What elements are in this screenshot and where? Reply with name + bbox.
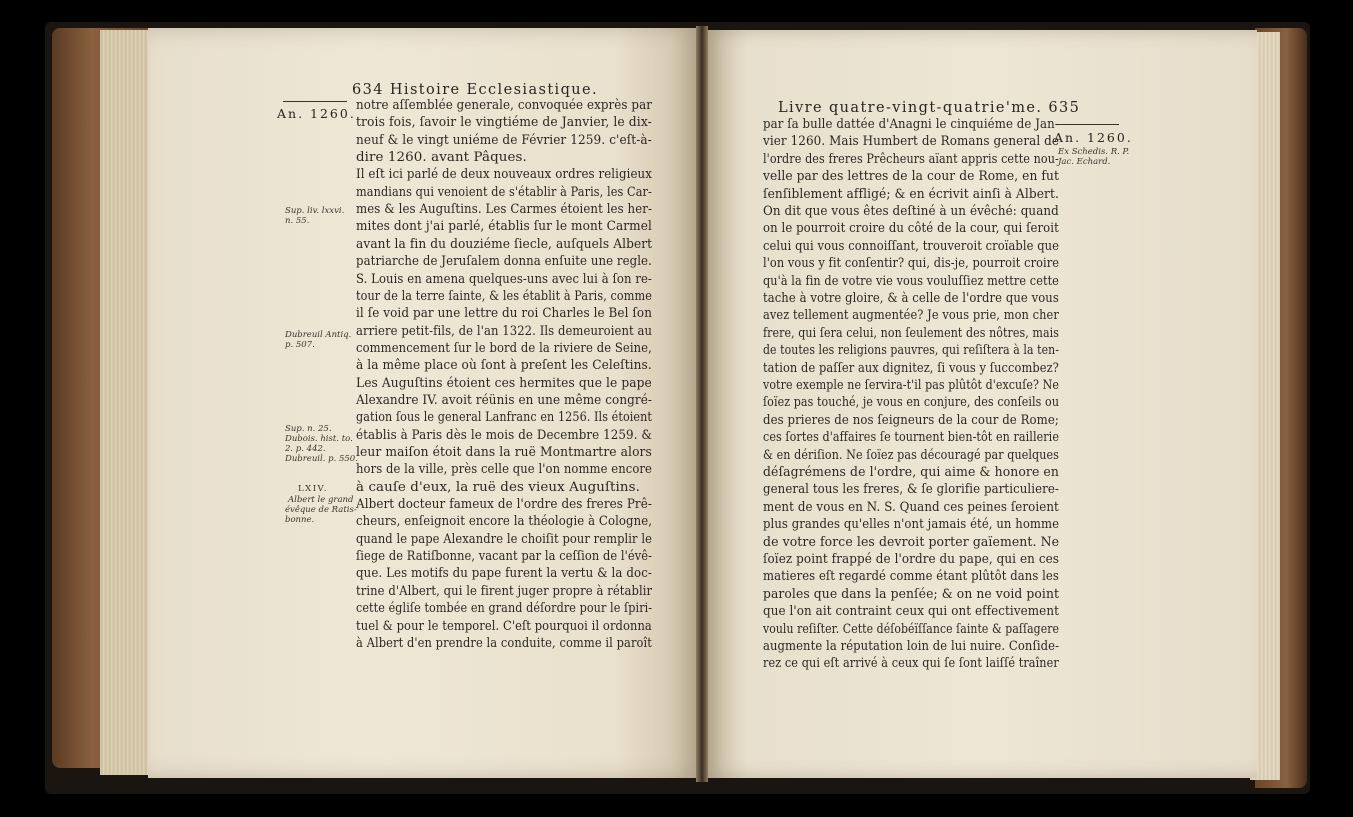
margin-note: Albert le grand <box>288 495 354 505</box>
left-margin-year: An. 1260. <box>277 106 356 121</box>
margin-note: p. 507. <box>285 340 315 350</box>
text-line: arriere petit-fils, de l'an 1322. Ils demeuroient au <box>356 323 653 339</box>
text-line: à la même place où ſont à preſent les Celeſtins. <box>356 358 652 374</box>
text-line: S. Louis en amena quelques-uns avec lui à ſon re- <box>356 271 652 287</box>
margin-note: 2. p. 442. <box>285 444 326 454</box>
text-line: dire 1260. avant Pâques. <box>356 150 527 166</box>
text-line: gation ſous le general Lanfranc en 1256. Ils étoient <box>356 410 652 426</box>
text-line: & en dériſion. Ne ſoïez pas découragé par quelques <box>763 447 1059 463</box>
text-line: on le pourroit croire du côté de la cour, qui ſeroit <box>763 221 1059 237</box>
margin-note: Dubois. hist. to. <box>285 434 353 444</box>
text-line: avez tellement augmentée? Je vous prie, mon cher <box>763 308 1059 324</box>
margin-note: Sup. n. 25. <box>285 424 332 434</box>
right-margin-year: An. 1260. <box>1054 130 1133 145</box>
text-line: trine d'Albert, qui le firent juger propre à rétablir <box>356 583 653 599</box>
text-line: établis à Paris dès le mois de Decembre 1259. & <box>356 427 653 443</box>
text-line: quand le pape Alexandre le choiſit pour remplir le <box>356 531 652 547</box>
text-line: leur maiſon étoit dans la ruë Montmartre alors <box>356 445 652 460</box>
text-line: qu'à la fin de votre vie vous vouluſſiez mettre cette <box>763 273 1059 289</box>
text-line: à cauſe d'eux, la ruë des vieux Auguſtins. <box>356 479 640 495</box>
text-line: celui qui vous connoiſſant, trouveroit croïable que <box>763 238 1059 254</box>
text-line: de toutes les religions pauvres, qui reſiſtera à la ten- <box>763 343 1059 359</box>
text-line: ſiege de Ratiſbonne, vacant par la ceſſion de l'évê- <box>356 549 653 565</box>
text-line: tuel & pour le temporel. C'eſt pourquoi il ordonna <box>356 618 652 634</box>
text-line: velle par des lettres de la cour de Rome, en fut <box>763 169 1060 185</box>
right-page-header: Livre quatre-vingt-quatrie'me. 635 <box>778 100 1081 116</box>
margin-note: Dubreuil Antiq. <box>285 330 352 340</box>
text-line: de votre force les devroit porter gaïement. Ne <box>763 534 1060 550</box>
text-line: hors de la ville, près celle que l'on nomme encore <box>356 462 652 478</box>
book-gutter <box>696 26 708 782</box>
text-line: mandians qui venoient de s'établir à Paris, les Car- <box>356 184 652 200</box>
text-line: des prieres de nos ſeigneurs de la cour de Rome; <box>763 412 1059 428</box>
text-line: mes & les Auguſtins. Les Carmes étoient les her- <box>356 202 653 218</box>
text-line: tache à votre gloire, & à celle de l'ordre que vous <box>763 291 1059 306</box>
text-line: On dit que vous êtes deſtiné à un évêché: quand <box>763 204 1059 219</box>
text-line: que l'on ait contraint ceux qui ont effectivement <box>763 604 1059 620</box>
margin-note: Jac. Echard. <box>1058 157 1111 167</box>
margin-note: évêque de Ratis- <box>285 505 357 515</box>
text-line: à Albert d'en prendre la conduite, comme il paroît <box>356 635 652 651</box>
text-line: avant la fin du douziéme ſiecle, auſquels Albert <box>356 236 653 252</box>
text-line: patriarche de Jeruſalem donna enſuite une regle. <box>356 254 652 270</box>
text-line: Il eſt ici parlé de deux nouveaux ordres religieux <box>356 167 652 183</box>
margin-note: n. 55. <box>285 216 310 226</box>
margin-note: LXIV. <box>298 484 328 494</box>
text-line: Alexandre IV. avoit réünis en une même congré- <box>356 392 653 408</box>
text-line: Les Auguſtins étoient ces hermites que le pape <box>356 375 652 391</box>
text-line: ſoïez point frappé de l'ordre du pape, qui en ces <box>763 552 1060 567</box>
text-line: paroles que dans la penſée; & on ne void point <box>763 586 1060 602</box>
text-line: voulu reſiſter. Cette déſobéïſſance ſainte & paſſagere <box>763 621 1060 637</box>
text-line: tation de paſſer aux dignitez, ſi vous y ſuccombez? <box>763 360 1059 376</box>
text-line: tour de la terre ſainte, & les établit à Paris, comme <box>356 288 653 304</box>
left-page-header: 634 Histoire Ecclesiastique. <box>352 82 599 98</box>
text-line: ſoïez pas touché, je vous en conjure, des conſeils ou <box>763 395 1060 411</box>
text-line: plus grandes qu'elles n'ont jamais été, un homme <box>763 517 1060 533</box>
text-line: ment de vous en N. S. Quand ces peines ſeroient <box>763 499 1059 515</box>
text-line: rez ce qui eſt arrivé à ceux qui ſe ſont laiſſé traîner <box>763 656 1059 672</box>
text-line: notre aſſemblée generale, convoquée exprès par <box>356 98 652 113</box>
text-line: votre exemple ne ſervira-t'il pas plûtôt d'excuſe? Ne <box>763 378 1060 393</box>
text-line: Albert docteur fameux de l'ordre des freres Prê- <box>356 497 652 513</box>
margin-note: Ex Schedis. R. P. <box>1058 147 1130 157</box>
margin-note: Sup. liv. lxxvi. <box>285 206 345 216</box>
margin-note: bonne. <box>285 515 315 525</box>
text-line: cette égliſe tombée en grand déſordre pour le ſpiri- <box>356 601 653 617</box>
text-line: l'on vous y fit conſentir? qui, dis-je, pourroit croire <box>763 256 1060 272</box>
text-line: ſenſiblement affligé; & en écrivit ainſi à Albert. <box>763 186 1059 202</box>
left-margin-rule <box>283 101 347 102</box>
text-line: par ſa bulle dattée d'Anagni le cinquiéme de Jan- <box>763 117 1059 132</box>
text-line: vier 1260. Mais Humbert de Romans general de <box>763 134 1060 150</box>
text-line: matieres eſt regardé comme étant plûtôt dans les <box>763 569 1059 585</box>
text-line: neuf & le vingt uniéme de Février 1259. c'eſt-à- <box>356 132 652 148</box>
text-line: cheurs, enſeignoit encore la théologie à Cologne, <box>356 514 653 530</box>
text-line: augmente la réputation loin de lui nuire. Conſide- <box>763 639 1060 654</box>
text-line: il ſe void par une lettre du roi Charles le Bel ſon <box>356 306 652 322</box>
text-line: mites dont j'ai parlé, établis ſur le mont Carmel <box>356 219 652 235</box>
right-margin-rule <box>1057 124 1119 125</box>
text-line: déſagrémens de l'ordre, qui aime & honore en <box>763 465 1059 480</box>
text-line: general tous les freres, & ſe glorifie particuliere- <box>763 482 1059 498</box>
text-line: que. Les motifs du pape furent la vertu & la doc- <box>356 566 652 582</box>
margin-note: Dubreuil. p. 550. <box>285 454 358 464</box>
text-line: l'ordre des freres Prêcheurs aïant appris cette nou- <box>763 151 1059 167</box>
text-line: frere, qui ſera celui, non ſeulement des nôtres, mais <box>763 325 1059 341</box>
text-line: ces ſortes d'affaires ſe tournent bien-tôt en raillerie <box>763 430 1060 446</box>
text-line: commencement ſur le bord de la riviere de Seine, <box>356 340 652 356</box>
text-line: trois fois, ſavoir le vingtiéme de Janvier, le dix- <box>356 115 652 131</box>
